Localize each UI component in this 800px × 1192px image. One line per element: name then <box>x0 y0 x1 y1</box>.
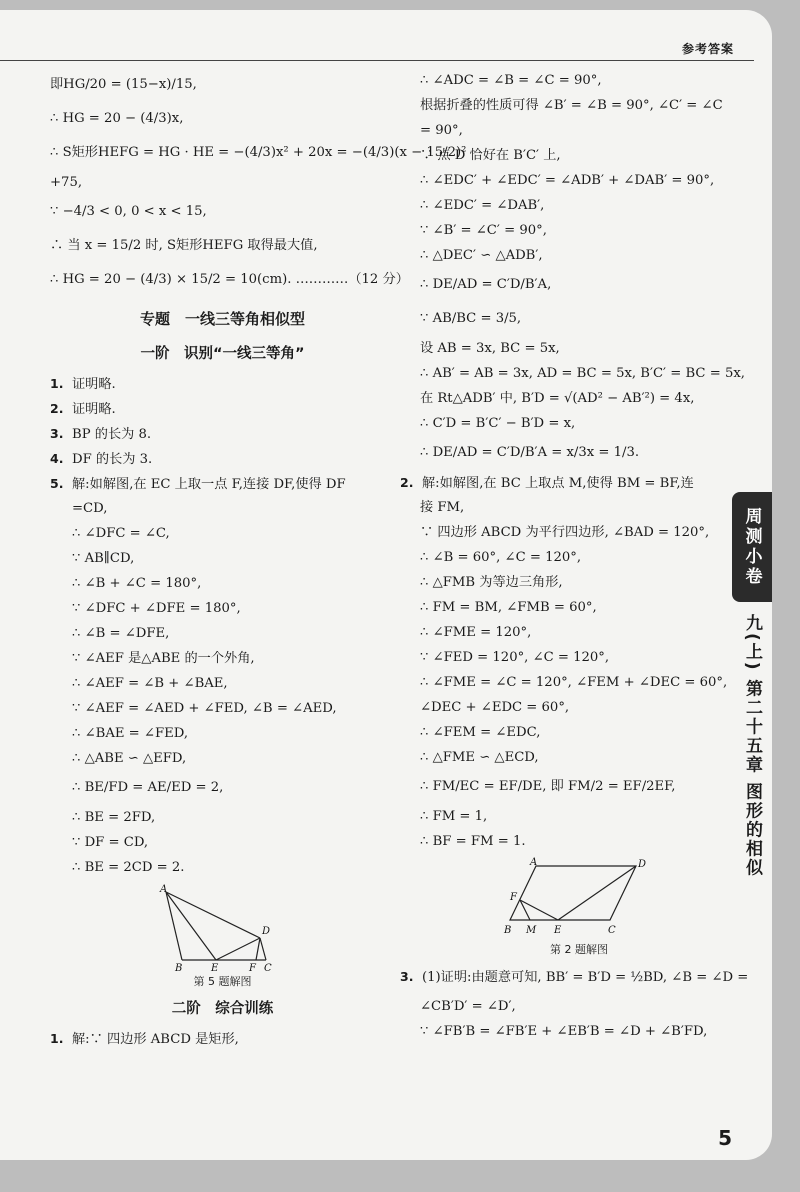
question-number: 2. <box>50 401 64 416</box>
header-title: 参考答案 <box>681 42 734 56</box>
label-B: B <box>504 925 512 936</box>
solution-line: ∵ ∠FED = 120°, ∠C = 120°, <box>420 650 610 665</box>
label-C: C <box>608 925 616 936</box>
question-number: 2. <box>400 475 414 490</box>
parallelogram-ABCD <box>510 866 636 920</box>
question-4 <box>50 446 395 471</box>
solution-line: ∴ BE = 2CD = 2. <box>72 860 185 875</box>
section-title: 专题 一线三等角相似型 <box>139 310 305 328</box>
text-line: ∴ HG = 20 − (4/3) × 15/2 = 10(cm). …………（12 分） <box>50 272 409 287</box>
text-line: ∵ −4/3 < 0, 0 < x < 15, <box>50 204 207 219</box>
solution-line: ∴ ∠EDC′ + ∠EDC′ = ∠ADB′ + ∠DAB′ = 90°, <box>420 173 715 188</box>
label-B: B <box>174 963 182 974</box>
question-number: 3. <box>400 969 414 984</box>
side-tab-label: 周测小卷 <box>732 492 772 602</box>
subsection-title: 一阶 识别“一线三等角” <box>140 346 305 362</box>
solution-line: ∴ △ABE ∽ △EFD, <box>72 751 187 766</box>
solution-line: ∵ ∠DFC + ∠DFE = 180°, <box>72 601 241 616</box>
question-2b <box>400 470 738 495</box>
solution-line: ∵ AB∥CD, <box>72 551 135 566</box>
solution-line: 在 Rt△ADB′ 中, B′D = √(AD² − AB′²) = 4x, <box>420 391 695 406</box>
solution-line: ∵ 点 D 恰好在 B′C′ 上, <box>420 148 561 163</box>
question-number: 4. <box>50 451 64 466</box>
solution-line: ∴ ∠B = ∠DFE, <box>72 626 170 641</box>
label-D: D <box>638 859 647 870</box>
solution-line: ∴ BF = FM = 1. <box>420 834 526 849</box>
figure-5-caption: 第 5 题解图 <box>193 975 252 988</box>
solution-line: 设 AB = 3x, BC = 5x, <box>420 341 560 356</box>
question-text: (1)证明:由题意可知, BB′ = B′D = ½BD, ∠B = ∠D = <box>422 970 749 985</box>
label-F: F <box>510 892 517 903</box>
solution-line: ∴ BE/FD = AE/ED = 2, <box>72 780 224 795</box>
figure-2 <box>504 858 654 940</box>
question-text: DF 的长为 3. <box>72 452 153 467</box>
label-E: E <box>210 963 218 974</box>
solution-line: ∴ ∠BAE = ∠FED, <box>72 726 189 741</box>
question-2 <box>50 396 395 421</box>
solution-line: 接 FM, <box>420 500 465 515</box>
label-C: C <box>263 963 272 974</box>
side-chapter-text: 九(上) 第二十五章 图形的相似 <box>742 614 762 878</box>
question-text: 证明略. <box>72 402 116 417</box>
text-line: 即HG/20 = (15−x)/15, <box>50 77 197 92</box>
figure-2-caption: 第 2 题解图 <box>550 943 608 956</box>
text-line: ∴ HG = 20 − (4/3)x, <box>50 111 184 126</box>
label-E: E <box>554 925 562 936</box>
solution-line: ∴ FM = BM, ∠FMB = 60°, <box>420 600 597 615</box>
solution-line: ∴ ∠ADC = ∠B = ∠C = 90°, <box>420 73 602 88</box>
solution-line: 根据折叠的性质可得 ∠B′ = ∠B = 90°, ∠C′ = ∠C <box>420 98 723 113</box>
question-3b <box>400 960 749 994</box>
text-line: +75, <box>50 175 83 190</box>
solution-line: ∴ ∠FME = ∠C = 120°, ∠FEM + ∠DEC = 60°, <box>420 675 728 690</box>
solution-line: ∴ ∠AEF = ∠B + ∠BAE, <box>72 676 228 691</box>
solution-line: ∴ ∠FME = 120°, <box>420 625 532 640</box>
solution-line: ∴ ∠FEM = ∠EDC, <box>420 725 541 740</box>
question-text: BP 的长为 8. <box>72 427 152 442</box>
question-1b <box>50 1026 395 1051</box>
solution-line: = 90°, <box>420 123 463 138</box>
question-3 <box>50 421 395 446</box>
subsection-title: 二阶 综合训练 <box>171 1001 274 1017</box>
text-line: ∴ S矩形HEFG = HG · HE = −(4/3)x² + 20x = −(4/3)(x − 15/2)² <box>50 145 467 160</box>
text-line: ∴ 当 x = 15/2 时, S矩形HEFG 取得最大值, <box>50 238 318 253</box>
segment-ED <box>558 866 636 920</box>
label-A: A <box>159 884 167 895</box>
segment-DF <box>256 938 260 960</box>
question-number: 1. <box>50 1031 64 1046</box>
solution-line: ∠CB′D′ = ∠D′, <box>420 999 516 1014</box>
solution-line: ∵ 四边形 ABCD 为平行四边形, ∠BAD = 120°, <box>420 525 710 540</box>
question-text: 解:∵ 四边形 ABCD 是矩形, <box>72 1032 239 1047</box>
segment-DC <box>260 938 266 960</box>
segment-AD <box>166 892 260 938</box>
question-text: 证明略. <box>72 377 116 392</box>
solution-line: ∴ BE = 2FD, <box>72 810 156 825</box>
solution-line: ∴ C′D = B′C′ − B′D = x, <box>420 416 576 431</box>
solution-line: ∴ ∠B + ∠C = 180°, <box>72 576 202 591</box>
solution-line: ∴ ∠DFC = ∠C, <box>72 526 170 541</box>
solution-line: ∵ ∠AEF = ∠AED + ∠FED, ∠B = ∠AED, <box>72 701 337 716</box>
solution-line: ∵ ∠B′ = ∠C′ = 90°, <box>420 223 547 238</box>
question-text: 解:如解图,在 EC 上取一点 F,连接 DF,使得 DF <box>72 477 346 492</box>
question-number: 5. <box>50 476 64 491</box>
solution-line: ∵ ∠FB′B = ∠FB′E + ∠EB′B = ∠D + ∠B′FD, <box>420 1024 708 1039</box>
header-rule <box>0 60 754 61</box>
solution-line: ∴ △FME ∽ △ECD, <box>420 750 539 765</box>
label-M: M <box>526 925 537 936</box>
page-sheet <box>0 10 772 1160</box>
page-number: 5 <box>718 1126 732 1150</box>
solution-line: ∴ △FMB 为等边三角形, <box>420 575 563 590</box>
solution-line: ∵ DF = CD, <box>72 835 149 850</box>
label-F: F <box>248 963 256 974</box>
solution-line: ∵ AB/BC = 3/5, <box>420 311 522 326</box>
solution-line: ∴ △DEC′ ∽ △ADB′, <box>420 248 543 263</box>
question-number: 1. <box>50 376 64 391</box>
solution-line: ∵ ∠AEF 是△ABE 的一个外角, <box>72 651 255 666</box>
solution-line: ∠DEC + ∠EDC = 60°, <box>420 700 570 715</box>
solution-line: =CD, <box>72 501 108 516</box>
question-number: 3. <box>50 426 64 441</box>
question-5 <box>50 471 395 496</box>
label-D: D <box>261 926 270 937</box>
solution-line: ∴ DE/AD = C′D/B′A = x/3x = 1/3. <box>420 445 640 460</box>
solution-line: ∴ FM/EC = EF/DE, 即 FM/2 = EF/2EF, <box>420 779 676 794</box>
segment-FE <box>520 900 558 920</box>
solution-line: ∴ FM = 1, <box>420 809 488 824</box>
solution-line: ∴ ∠EDC′ = ∠DAB′, <box>420 198 545 213</box>
label-A: A <box>530 857 538 868</box>
question-1 <box>50 371 395 396</box>
right-column <box>400 68 749 1044</box>
solution-line: ∴ DE/AD = C′D/B′A, <box>420 277 552 292</box>
question-text: 解:如解图,在 BC 上取点 M,使得 BM = BF,连 <box>422 476 694 491</box>
figure-5 <box>158 884 288 972</box>
segment-ED <box>216 938 260 960</box>
solution-line: ∴ AB′ = AB = 3x, AD = BC = 5x, B′C′ = BC = 5x, <box>420 366 745 381</box>
solution-line: ∴ ∠B = 60°, ∠C = 120°, <box>420 550 582 565</box>
